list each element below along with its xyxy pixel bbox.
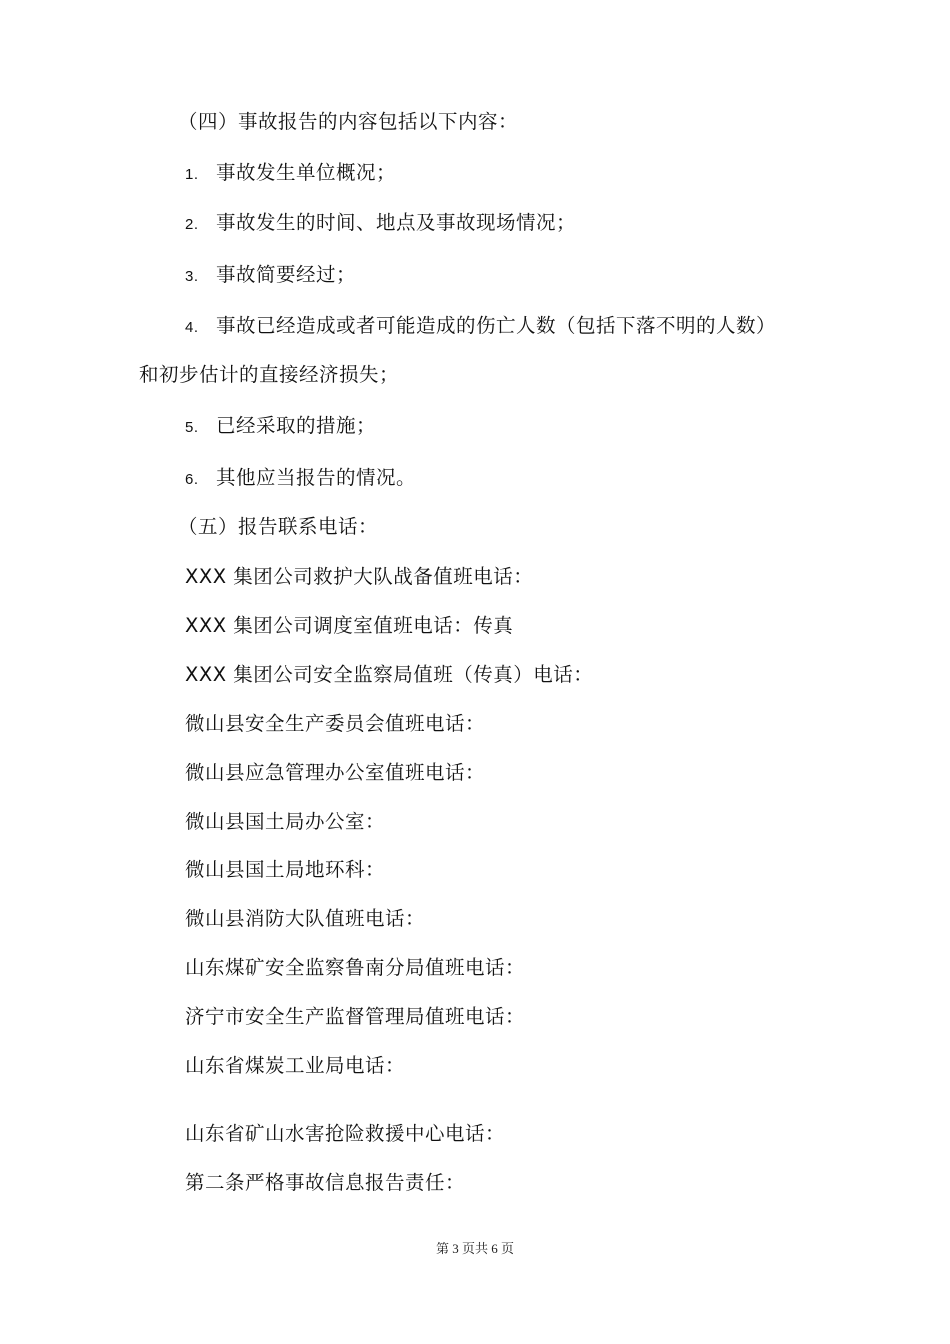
page-footer: 第 3 页共 6 页 [435, 1241, 514, 1256]
contact-line: 微山县消防大队值班电话： [185, 907, 426, 930]
contact-line: XXX 集团公司调度室值班电话：传真 [185, 614, 514, 637]
item-text: 事故发生的时间、地点及事故现场情况； [216, 211, 577, 234]
item-number: 5. [185, 419, 199, 436]
item-text: 其他应当报告的情况。 [216, 466, 417, 489]
item-text: 事故发生单位概况； [216, 161, 397, 184]
list-item [185, 210, 576, 238]
contact-line: 微山县国土局地环科： [185, 858, 386, 881]
list-item-continuation: 和初步估计的直接经济损失； [139, 363, 400, 386]
item-text: 已经采取的措施； [216, 414, 377, 437]
item-text: 事故简要经过； [216, 263, 357, 286]
item-number: 6. [185, 471, 199, 488]
item-number: 1. [185, 166, 199, 183]
section-4-heading: （四）事故报告的内容包括以下内容： [178, 110, 519, 133]
section-5-heading: （五）报告联系电话： [178, 515, 379, 538]
item-text: 事故已经造成或者可能造成的伤亡人数（包括下落不明的人数） [216, 314, 777, 337]
list-item [185, 465, 416, 493]
contact-line: 微山县国土局办公室： [185, 810, 386, 833]
item-number: 3. [185, 268, 199, 285]
contact-line: XXX 集团公司安全监察局值班（传真）电话： [185, 663, 594, 686]
contact-line: 济宁市安全生产监督管理局值班电话： [185, 1005, 526, 1028]
article-2-heading: 第二条严格事故信息报告责任： [185, 1171, 466, 1194]
contact-line: 山东省矿山水害抢险救援中心电话： [185, 1122, 506, 1145]
item-number: 4. [185, 319, 199, 336]
contact-line: 山东省煤炭工业局电话： [185, 1054, 406, 1077]
contact-line: 微山县安全生产委员会值班电话： [185, 712, 486, 735]
list-item [185, 313, 776, 341]
item-number: 2. [185, 216, 199, 233]
list-item [185, 262, 356, 290]
contact-line: 山东煤矿安全监察鲁南分局值班电话： [185, 956, 526, 979]
contact-line: XXX 集团公司救护大队战备值班电话： [185, 565, 534, 588]
list-item [185, 160, 396, 188]
list-item [185, 413, 376, 441]
contact-line: 微山县应急管理办公室值班电话： [185, 761, 486, 784]
